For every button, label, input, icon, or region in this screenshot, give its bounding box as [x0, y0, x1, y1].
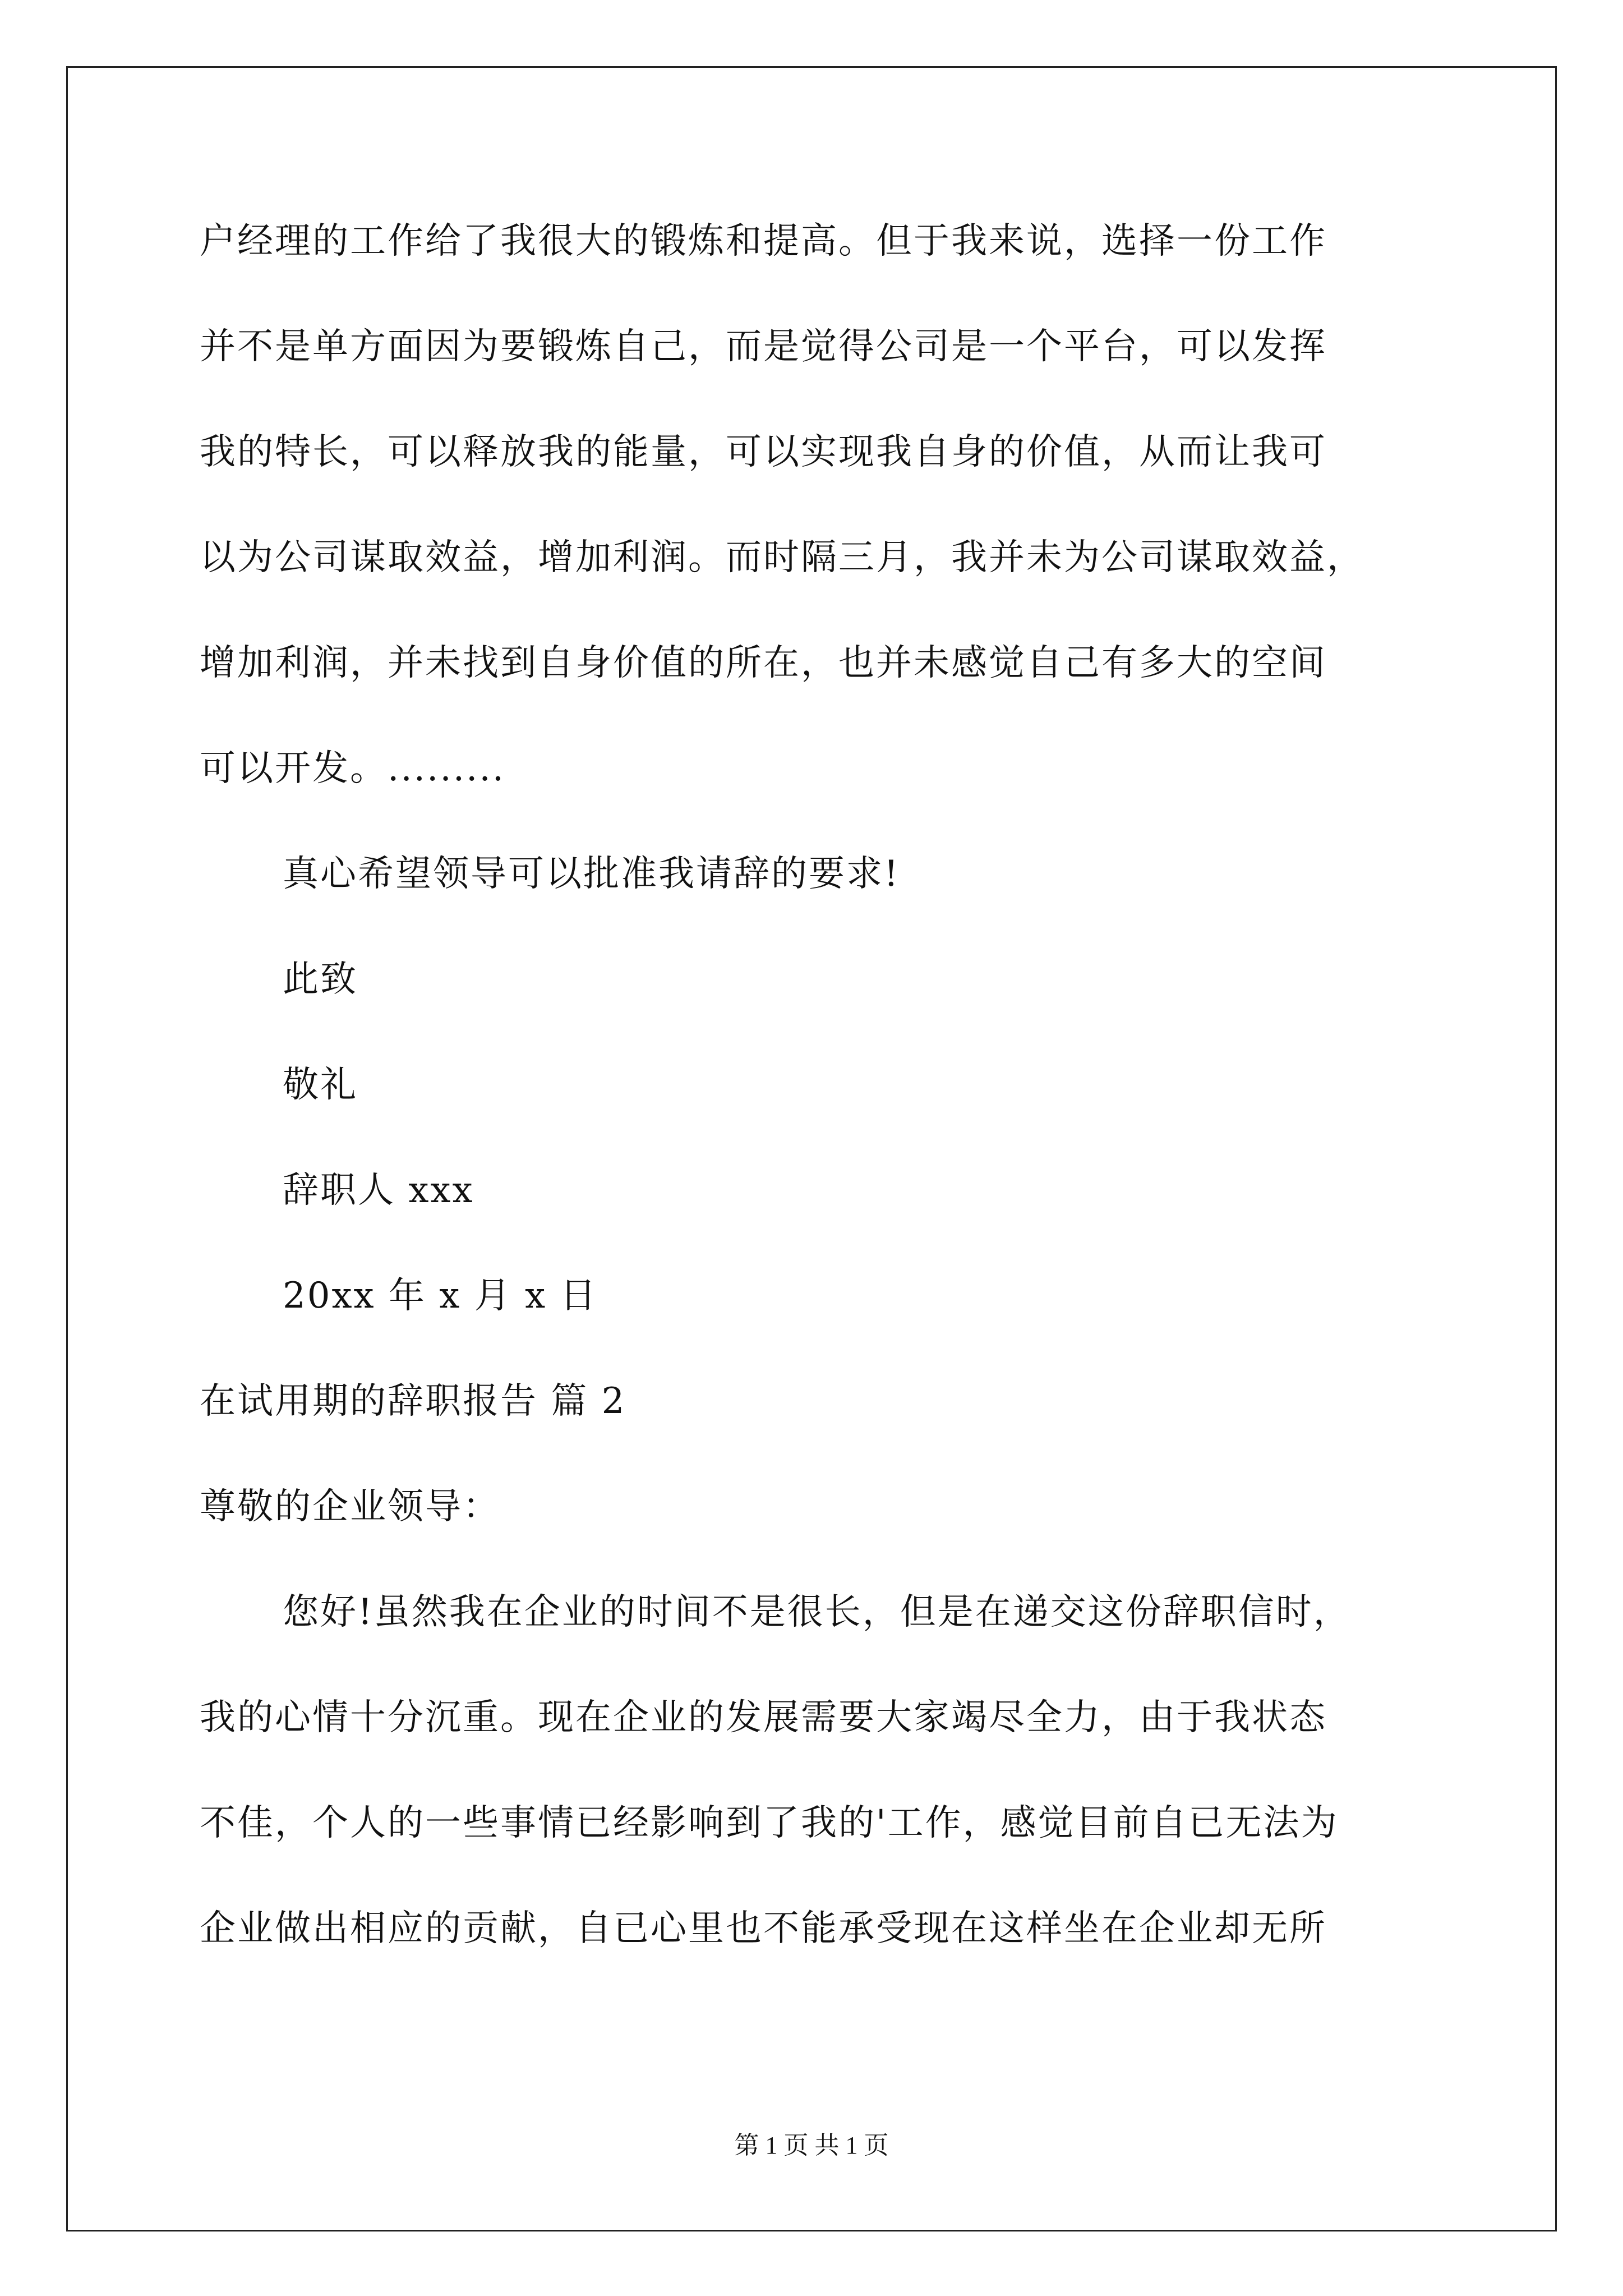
greeting: 尊敬的企业领导： — [200, 1486, 500, 1527]
closing-salutation: 此致 — [283, 959, 358, 1000]
body-line-15: 我的心情十分沉重。现在企业的发展需要大家竭尽全力，由于我状态 — [200, 1697, 1327, 1738]
body-line-6: 可以开发。......... — [200, 748, 506, 789]
closing-regards: 敬礼 — [283, 1064, 358, 1106]
body-line-16: 不佳，个人的一些事情已经影响到了我的'工作，感觉目前自已无法为 — [200, 1802, 1339, 1844]
section-title: 在试用期的辞职报告 篇 2 — [200, 1381, 626, 1422]
body-line-3: 我的特长，可以释放我的能量，可以实现我自身的价值，从而让我可 — [200, 431, 1327, 473]
body-line-5: 增加利润，并未找到自身价值的所在，也并未感觉自己有多大的空间 — [200, 642, 1327, 684]
date: 20xx 年 x 月 x 日 — [283, 1275, 598, 1317]
request-paragraph: 真心希望领导可以批准我请辞的要求! — [283, 853, 900, 895]
page-footer: 第 1 页 共 1 页 — [734, 2132, 889, 2159]
body-line-14: 您好!虽然我在企业的时间不是很长，但是在递交这份辞职信时， — [283, 1591, 1351, 1633]
body-line-2: 并不是单方面因为要锻炼自己，而是觉得公司是一个平台，可以发挥 — [200, 326, 1327, 367]
signature: 辞职人 xxx — [283, 1170, 474, 1211]
body-line-1: 户经理的工作给了我很大的锻炼和提高。但于我来说，选择一份工作 — [200, 220, 1327, 262]
body-line-4: 以为公司谋取效益，增加利润。而时隔三月，我并未为公司谋取效益， — [200, 537, 1364, 578]
body-line-17: 企业做出相应的贡献，自已心里也不能承受现在这样坐在企业却无所 — [200, 1908, 1327, 1949]
